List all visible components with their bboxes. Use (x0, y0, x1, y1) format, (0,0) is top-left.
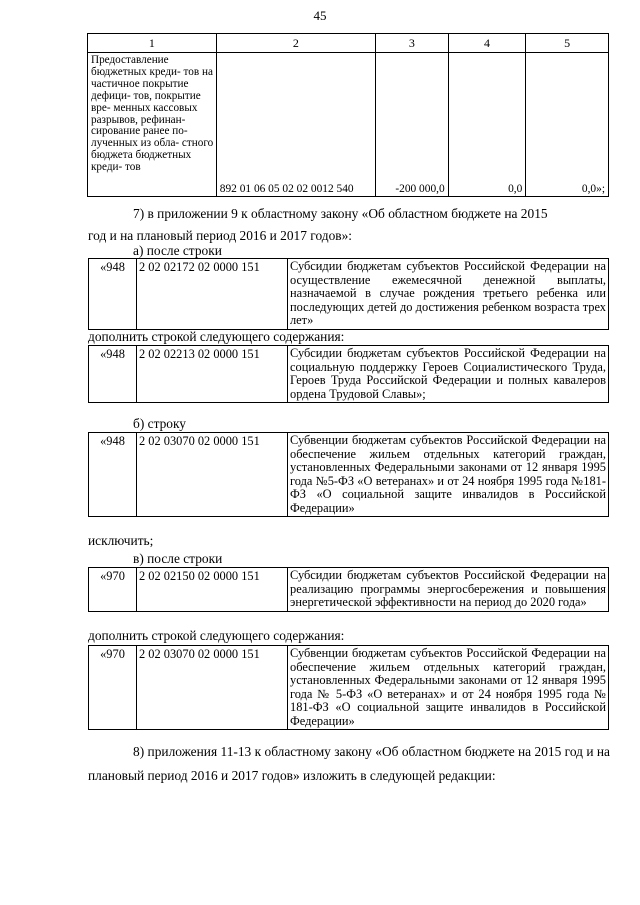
code-table-b (88, 432, 609, 517)
revenue-code: 2 02 03070 02 0000 151 (137, 646, 288, 730)
table-row (88, 53, 609, 197)
table-row (89, 259, 609, 330)
code-table-a1 (88, 258, 609, 330)
col-header-4: 4 (448, 34, 526, 53)
label-v-after-row: в) после строки (133, 551, 223, 566)
sources-table (87, 33, 609, 197)
revenue-name: Субсидии бюджетам субъектов Российской Федерации на осуществление ежемесячной денежной выплаты, назначаемой в случае рождения третьего ребенка или последующих детей до достижения ребенком возраста трех лет» (288, 259, 609, 330)
code-table-v2 (88, 645, 609, 730)
col-header-5: 5 (526, 34, 609, 53)
label-add-row-1: дополнить строкой следующего содержания: (88, 329, 345, 344)
revenue-name: Субсидии бюджетам субъектов Российской Федерации на реализацию программы энергосбережения и повышения энергетической эффективности на период до 2020 года» (288, 568, 609, 612)
label-a-after-row: а) после строки (133, 243, 222, 258)
table-row (89, 568, 609, 612)
revenue-code: 2 02 03070 02 0000 151 (137, 433, 288, 517)
admin-code: «970 (89, 646, 137, 730)
col-header-3: 3 (376, 34, 449, 53)
revenue-code: 2 02 02150 02 0000 151 (137, 568, 288, 612)
row-code: 892 01 06 05 02 02 0012 540 (219, 183, 354, 195)
admin-code: «948 (89, 346, 137, 403)
page-number: 45 (313, 8, 327, 23)
code-table-a2 (88, 345, 609, 403)
table-row (89, 346, 609, 403)
row-value-2017: 0,0»; (581, 183, 605, 195)
table-row (89, 433, 609, 517)
col-header-1: 1 (88, 34, 217, 53)
table-row (89, 646, 609, 730)
label-add-row-2: дополнить строкой следующего содержания: (88, 628, 345, 643)
revenue-code: 2 02 02172 02 0000 151 (137, 259, 288, 330)
paragraph-7-line-1: 7) в приложении 9 к областному закону «Об областном бюджете на 2015 (133, 206, 548, 221)
table-header-row (88, 34, 609, 53)
admin-code: «948 (89, 433, 137, 517)
revenue-name: Субвенции бюджетам субъектов Российской Федерации на обеспечение жильем отдельных категорий граждан, установленных Федеральными законами от 12 января 1995 года № 5-ФЗ «О ветеранах» и от 24 ноября 1995 года № 181-ФЗ «О социальной защите инвалидов в Российской Федерации» (288, 646, 609, 730)
revenue-name: Субсидии бюджетам субъектов Российской Федерации на социальную поддержку Героев Социалистического Труда, Героев Труда Российской Федерации и полных кавалеров ордена Трудовой Славы»; (288, 346, 609, 403)
row-value-2015: -200 000,0 (395, 183, 445, 195)
row-value-2016: 0,0 (508, 183, 523, 195)
paragraph-7-line-2: год и на плановый период 2016 и 2017 годов»: (88, 228, 353, 243)
revenue-code: 2 02 02213 02 0000 151 (137, 346, 288, 403)
admin-code: «970 (89, 568, 137, 612)
label-b-row: б) строку (133, 416, 186, 431)
code-table-v1 (88, 567, 609, 612)
row-description: Предоставление бюджетных креди- тов на частичное покрытие дефици- тов, покрытие вре- менных кассовых разрывов, рефинан- сирование ранее по- лученных из обла- стного бюджета бюджетных креди- тов (91, 54, 214, 174)
label-exclude: исключить; (88, 533, 154, 548)
paragraph-8: 8) приложения 11-13 к областному закону «Об областном бюджете на 2015 год и на плановый период 2016 и 2017 годов» изложить в следующей редакции: (88, 744, 610, 783)
col-header-2: 2 (216, 34, 375, 53)
revenue-name: Субвенции бюджетам субъектов Российской Федерации на обеспечение жильем отдельных категорий граждан, установленных Федеральными законами от 12 января 1995 года №5-ФЗ «О ветеранах» и от 24 ноября 1995 года №181-ФЗ «О социальной защите инвалидов в Российской Федерации» (288, 433, 609, 517)
admin-code: «948 (89, 259, 137, 330)
